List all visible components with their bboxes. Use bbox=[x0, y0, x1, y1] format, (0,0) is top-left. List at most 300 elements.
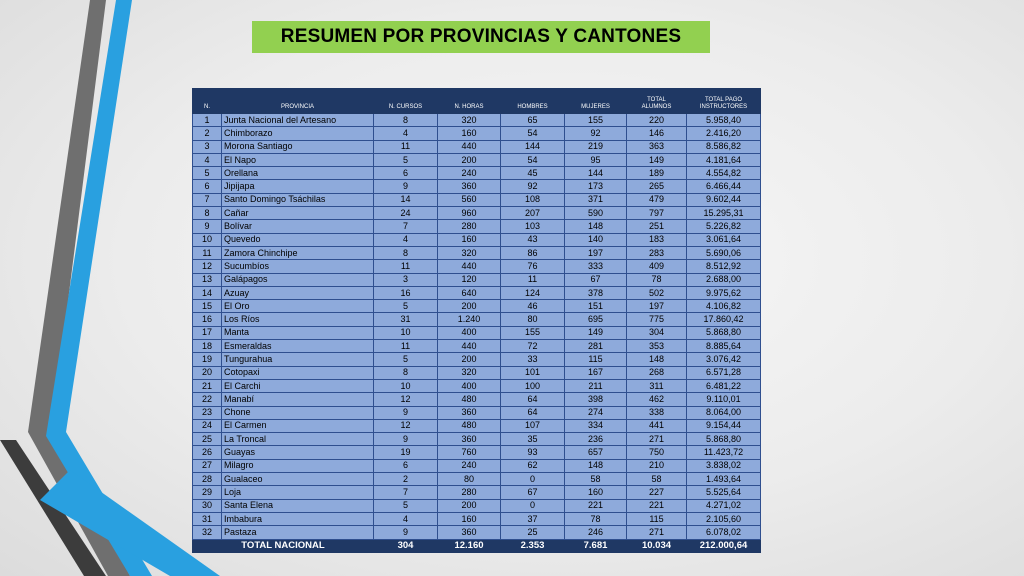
table-row bbox=[193, 446, 761, 459]
table-row bbox=[193, 512, 761, 525]
cell-horas: 160 bbox=[438, 512, 501, 525]
cell-cursos: 9 bbox=[374, 526, 438, 539]
header-total-alumnos-line2: ALUMNOS bbox=[641, 104, 672, 110]
cell-cursos: 3 bbox=[374, 273, 438, 286]
cell-total-pago: 4.106,82 bbox=[687, 300, 761, 313]
cell-hombres: 124 bbox=[501, 286, 565, 299]
cell-n: 24 bbox=[193, 419, 222, 432]
cell-mujeres: 246 bbox=[565, 526, 627, 539]
cell-n: 8 bbox=[193, 207, 222, 220]
cell-n: 9 bbox=[193, 220, 222, 233]
cell-horas: 200 bbox=[438, 353, 501, 366]
cell-provincia: Los Ríos bbox=[222, 313, 374, 326]
cell-cursos: 5 bbox=[374, 353, 438, 366]
cell-mujeres: 173 bbox=[565, 180, 627, 193]
cell-cursos: 6 bbox=[374, 459, 438, 472]
cell-mujeres: 58 bbox=[565, 473, 627, 486]
cell-provincia: Junta Nacional del Artesano bbox=[222, 114, 374, 127]
cell-total-pago: 8.885,64 bbox=[687, 340, 761, 353]
cell-total-alumnos: 797 bbox=[627, 207, 687, 220]
cell-provincia: El Napo bbox=[222, 153, 374, 166]
cell-hombres: 103 bbox=[501, 220, 565, 233]
title-banner bbox=[252, 21, 710, 53]
cell-n: 6 bbox=[193, 180, 222, 193]
table-row bbox=[193, 286, 761, 299]
cell-cursos: 7 bbox=[374, 486, 438, 499]
cell-hombres: 155 bbox=[501, 326, 565, 339]
cell-cursos: 8 bbox=[374, 246, 438, 259]
header-n: N. bbox=[193, 89, 222, 114]
cell-total-pago: 9.602,44 bbox=[687, 193, 761, 206]
cell-horas: 200 bbox=[438, 153, 501, 166]
cell-total-alumnos: 146 bbox=[627, 127, 687, 140]
cell-hombres: 45 bbox=[501, 167, 565, 180]
cell-horas: 480 bbox=[438, 393, 501, 406]
table-row bbox=[193, 260, 761, 273]
cell-cursos: 14 bbox=[374, 193, 438, 206]
cell-hombres: 0 bbox=[501, 499, 565, 512]
cell-total-pago: 8.512,92 bbox=[687, 260, 761, 273]
table-row bbox=[193, 473, 761, 486]
table-row bbox=[193, 459, 761, 472]
cell-hombres: 76 bbox=[501, 260, 565, 273]
cell-provincia: Cotopaxi bbox=[222, 366, 374, 379]
table-row bbox=[193, 127, 761, 140]
cell-horas: 360 bbox=[438, 180, 501, 193]
cell-total-pago: 17.860,42 bbox=[687, 313, 761, 326]
cell-cursos: 12 bbox=[374, 393, 438, 406]
cell-total-pago: 5.958,40 bbox=[687, 114, 761, 127]
cell-provincia: El Carmen bbox=[222, 419, 374, 432]
cell-mujeres: 148 bbox=[565, 220, 627, 233]
table-row bbox=[193, 193, 761, 206]
cell-n: 7 bbox=[193, 193, 222, 206]
cell-cursos: 4 bbox=[374, 233, 438, 246]
cell-cursos: 4 bbox=[374, 127, 438, 140]
table-header-row bbox=[193, 89, 761, 114]
cell-total-alumnos: 265 bbox=[627, 180, 687, 193]
page-title: RESUMEN POR PROVINCIAS Y CANTONES bbox=[280, 26, 682, 47]
cell-mujeres: 211 bbox=[565, 379, 627, 392]
cell-n: 10 bbox=[193, 233, 222, 246]
cell-total-pago: 5.690,06 bbox=[687, 246, 761, 259]
cell-cursos: 2 bbox=[374, 473, 438, 486]
cell-total-alumnos: 775 bbox=[627, 313, 687, 326]
cell-cursos: 7 bbox=[374, 220, 438, 233]
cell-cursos: 9 bbox=[374, 433, 438, 446]
cell-total-pago: 3.061,64 bbox=[687, 233, 761, 246]
cell-total-alumnos: 338 bbox=[627, 406, 687, 419]
cell-horas: 320 bbox=[438, 114, 501, 127]
cell-provincia: Orellana bbox=[222, 167, 374, 180]
total-cursos: 304 bbox=[374, 539, 438, 552]
cell-horas: 240 bbox=[438, 459, 501, 472]
header-hombres: HOMBRES bbox=[501, 89, 565, 114]
cell-total-alumnos: 148 bbox=[627, 353, 687, 366]
cell-n: 5 bbox=[193, 167, 222, 180]
cell-horas: 400 bbox=[438, 326, 501, 339]
cell-provincia: Santo Domingo Tsáchilas bbox=[222, 193, 374, 206]
cell-mujeres: 398 bbox=[565, 393, 627, 406]
cell-cursos: 9 bbox=[374, 180, 438, 193]
cell-total-pago: 6.571,28 bbox=[687, 366, 761, 379]
cell-total-alumnos: 311 bbox=[627, 379, 687, 392]
cell-total-pago: 4.181,64 bbox=[687, 153, 761, 166]
cell-horas: 120 bbox=[438, 273, 501, 286]
cell-provincia: Pastaza bbox=[222, 526, 374, 539]
cell-cursos: 11 bbox=[374, 340, 438, 353]
cell-hombres: 62 bbox=[501, 459, 565, 472]
cell-n: 27 bbox=[193, 459, 222, 472]
cell-total-alumnos: 271 bbox=[627, 526, 687, 539]
cell-total-alumnos: 251 bbox=[627, 220, 687, 233]
table-row bbox=[193, 499, 761, 512]
cell-total-pago: 5.525,64 bbox=[687, 486, 761, 499]
cell-total-alumnos: 115 bbox=[627, 512, 687, 525]
cell-hombres: 108 bbox=[501, 193, 565, 206]
cell-total-pago: 4.271,02 bbox=[687, 499, 761, 512]
cell-hombres: 43 bbox=[501, 233, 565, 246]
cell-cursos: 8 bbox=[374, 114, 438, 127]
cell-total-pago: 5.226,82 bbox=[687, 220, 761, 233]
cell-mujeres: 115 bbox=[565, 353, 627, 366]
cell-mujeres: 371 bbox=[565, 193, 627, 206]
table-row bbox=[193, 153, 761, 166]
cell-cursos: 24 bbox=[374, 207, 438, 220]
table-row bbox=[193, 313, 761, 326]
cell-horas: 440 bbox=[438, 340, 501, 353]
cell-provincia: Galápagos bbox=[222, 273, 374, 286]
cell-hombres: 67 bbox=[501, 486, 565, 499]
cell-cursos: 5 bbox=[374, 153, 438, 166]
cell-n: 16 bbox=[193, 313, 222, 326]
cell-cursos: 10 bbox=[374, 326, 438, 339]
table-row bbox=[193, 167, 761, 180]
cell-total-pago: 6.481,22 bbox=[687, 379, 761, 392]
cell-cursos: 6 bbox=[374, 167, 438, 180]
summary-table-container bbox=[192, 88, 760, 553]
cell-hombres: 64 bbox=[501, 393, 565, 406]
cell-horas: 360 bbox=[438, 406, 501, 419]
cell-provincia: La Troncal bbox=[222, 433, 374, 446]
cell-horas: 640 bbox=[438, 286, 501, 299]
total-horas: 12.160 bbox=[438, 539, 501, 552]
table-row bbox=[193, 340, 761, 353]
cell-mujeres: 274 bbox=[565, 406, 627, 419]
header-mujeres: MUJERES bbox=[565, 89, 627, 114]
cell-horas: 80 bbox=[438, 473, 501, 486]
cell-n: 25 bbox=[193, 433, 222, 446]
header-total-pago bbox=[687, 89, 761, 114]
cell-hombres: 144 bbox=[501, 140, 565, 153]
table-row bbox=[193, 393, 761, 406]
cell-hombres: 93 bbox=[501, 446, 565, 459]
cell-total-alumnos: 78 bbox=[627, 273, 687, 286]
cell-provincia: Manta bbox=[222, 326, 374, 339]
cell-n: 2 bbox=[193, 127, 222, 140]
cell-mujeres: 334 bbox=[565, 419, 627, 432]
cell-total-alumnos: 268 bbox=[627, 366, 687, 379]
cell-hombres: 54 bbox=[501, 127, 565, 140]
table-row bbox=[193, 180, 761, 193]
cell-horas: 760 bbox=[438, 446, 501, 459]
header-total-alumnos bbox=[627, 89, 687, 114]
header-total-alumnos-line1: TOTAL bbox=[647, 97, 666, 103]
cell-horas: 160 bbox=[438, 127, 501, 140]
cell-n: 17 bbox=[193, 326, 222, 339]
cell-provincia: Tungurahua bbox=[222, 353, 374, 366]
cell-total-pago: 5.868,80 bbox=[687, 433, 761, 446]
cell-total-alumnos: 227 bbox=[627, 486, 687, 499]
cell-total-pago: 6.078,02 bbox=[687, 526, 761, 539]
cell-horas: 1.240 bbox=[438, 313, 501, 326]
cell-provincia: Guayas bbox=[222, 446, 374, 459]
total-label: TOTAL NACIONAL bbox=[193, 539, 374, 552]
cell-total-alumnos: 189 bbox=[627, 167, 687, 180]
cell-mujeres: 590 bbox=[565, 207, 627, 220]
cell-n: 3 bbox=[193, 140, 222, 153]
cell-n: 21 bbox=[193, 379, 222, 392]
table-row bbox=[193, 433, 761, 446]
cell-total-alumnos: 58 bbox=[627, 473, 687, 486]
table-row bbox=[193, 233, 761, 246]
cell-total-alumnos: 183 bbox=[627, 233, 687, 246]
cell-mujeres: 167 bbox=[565, 366, 627, 379]
cell-cursos: 8 bbox=[374, 366, 438, 379]
cell-n: 20 bbox=[193, 366, 222, 379]
cell-provincia: Zamora Chinchipe bbox=[222, 246, 374, 259]
cell-provincia: Chimborazo bbox=[222, 127, 374, 140]
table-row bbox=[193, 207, 761, 220]
cell-mujeres: 378 bbox=[565, 286, 627, 299]
cell-cursos: 11 bbox=[374, 140, 438, 153]
cell-hombres: 101 bbox=[501, 366, 565, 379]
cell-total-pago: 9.975,62 bbox=[687, 286, 761, 299]
cell-mujeres: 219 bbox=[565, 140, 627, 153]
cell-total-alumnos: 462 bbox=[627, 393, 687, 406]
cell-mujeres: 78 bbox=[565, 512, 627, 525]
cell-total-pago: 8.586,82 bbox=[687, 140, 761, 153]
cell-cursos: 31 bbox=[374, 313, 438, 326]
cell-mujeres: 333 bbox=[565, 260, 627, 273]
cell-total-pago: 3.076,42 bbox=[687, 353, 761, 366]
cell-n: 4 bbox=[193, 153, 222, 166]
cell-provincia: Quevedo bbox=[222, 233, 374, 246]
header-cursos: N. CURSOS bbox=[374, 89, 438, 114]
cell-provincia: Manabí bbox=[222, 393, 374, 406]
cell-provincia: Chone bbox=[222, 406, 374, 419]
cell-cursos: 5 bbox=[374, 499, 438, 512]
cell-total-alumnos: 750 bbox=[627, 446, 687, 459]
cell-hombres: 37 bbox=[501, 512, 565, 525]
cell-total-pago: 5.868,80 bbox=[687, 326, 761, 339]
total-hombres: 2.353 bbox=[501, 539, 565, 552]
cell-hombres: 0 bbox=[501, 473, 565, 486]
table-row bbox=[193, 526, 761, 539]
cell-provincia: El Oro bbox=[222, 300, 374, 313]
table-row bbox=[193, 406, 761, 419]
cell-n: 15 bbox=[193, 300, 222, 313]
cell-mujeres: 155 bbox=[565, 114, 627, 127]
cell-mujeres: 144 bbox=[565, 167, 627, 180]
cell-n: 11 bbox=[193, 246, 222, 259]
cell-provincia: Imbabura bbox=[222, 512, 374, 525]
cell-total-alumnos: 409 bbox=[627, 260, 687, 273]
cell-horas: 560 bbox=[438, 193, 501, 206]
cell-n: 31 bbox=[193, 512, 222, 525]
cell-total-pago: 1.493,64 bbox=[687, 473, 761, 486]
cell-hombres: 35 bbox=[501, 433, 565, 446]
cell-hombres: 80 bbox=[501, 313, 565, 326]
cell-total-alumnos: 479 bbox=[627, 193, 687, 206]
cell-cursos: 19 bbox=[374, 446, 438, 459]
header-total-pago-line2: INSTRUCTORES bbox=[699, 104, 748, 110]
cell-horas: 320 bbox=[438, 366, 501, 379]
cell-total-alumnos: 210 bbox=[627, 459, 687, 472]
cell-mujeres: 695 bbox=[565, 313, 627, 326]
cell-mujeres: 95 bbox=[565, 153, 627, 166]
cell-provincia: Jipijapa bbox=[222, 180, 374, 193]
cell-horas: 200 bbox=[438, 300, 501, 313]
cell-horas: 320 bbox=[438, 246, 501, 259]
table-row bbox=[193, 273, 761, 286]
cell-n: 26 bbox=[193, 446, 222, 459]
cell-total-alumnos: 502 bbox=[627, 286, 687, 299]
cell-n: 29 bbox=[193, 486, 222, 499]
cell-horas: 440 bbox=[438, 140, 501, 153]
total-row bbox=[193, 539, 761, 552]
cell-cursos: 12 bbox=[374, 419, 438, 432]
cell-provincia: Loja bbox=[222, 486, 374, 499]
cell-n: 14 bbox=[193, 286, 222, 299]
cell-hombres: 207 bbox=[501, 207, 565, 220]
cell-n: 28 bbox=[193, 473, 222, 486]
header-horas: N. HORAS bbox=[438, 89, 501, 114]
cell-cursos: 4 bbox=[374, 512, 438, 525]
cell-total-alumnos: 197 bbox=[627, 300, 687, 313]
cell-horas: 360 bbox=[438, 526, 501, 539]
cell-horas: 200 bbox=[438, 499, 501, 512]
cell-total-alumnos: 220 bbox=[627, 114, 687, 127]
table-row bbox=[193, 140, 761, 153]
table-row bbox=[193, 353, 761, 366]
cell-total-alumnos: 221 bbox=[627, 499, 687, 512]
cell-n: 13 bbox=[193, 273, 222, 286]
cell-cursos: 16 bbox=[374, 286, 438, 299]
cell-horas: 400 bbox=[438, 379, 501, 392]
cell-mujeres: 281 bbox=[565, 340, 627, 353]
cell-horas: 280 bbox=[438, 486, 501, 499]
cell-n: 22 bbox=[193, 393, 222, 406]
header-provincia: PROVINCIA bbox=[222, 89, 374, 114]
cell-n: 18 bbox=[193, 340, 222, 353]
cell-n: 30 bbox=[193, 499, 222, 512]
cell-horas: 240 bbox=[438, 167, 501, 180]
table-row bbox=[193, 114, 761, 127]
cell-total-pago: 2.416,20 bbox=[687, 127, 761, 140]
cell-mujeres: 221 bbox=[565, 499, 627, 512]
cell-provincia: El Carchi bbox=[222, 379, 374, 392]
cell-mujeres: 148 bbox=[565, 459, 627, 472]
total-alumnos: 10.034 bbox=[627, 539, 687, 552]
cell-hombres: 46 bbox=[501, 300, 565, 313]
cell-total-pago: 2.105,60 bbox=[687, 512, 761, 525]
cell-total-pago: 2.688,00 bbox=[687, 273, 761, 286]
cell-hombres: 65 bbox=[501, 114, 565, 127]
cell-hombres: 25 bbox=[501, 526, 565, 539]
header-total-pago-line1: TOTAL PAGO bbox=[704, 97, 743, 103]
summary-table bbox=[192, 88, 761, 553]
cell-cursos: 9 bbox=[374, 406, 438, 419]
cell-horas: 360 bbox=[438, 433, 501, 446]
table-row bbox=[193, 366, 761, 379]
cell-cursos: 5 bbox=[374, 300, 438, 313]
cell-horas: 160 bbox=[438, 233, 501, 246]
cell-mujeres: 197 bbox=[565, 246, 627, 259]
cell-horas: 440 bbox=[438, 260, 501, 273]
cell-total-pago: 9.154,44 bbox=[687, 419, 761, 432]
cell-horas: 960 bbox=[438, 207, 501, 220]
table-row bbox=[193, 379, 761, 392]
cell-hombres: 11 bbox=[501, 273, 565, 286]
cell-horas: 280 bbox=[438, 220, 501, 233]
cell-total-alumnos: 304 bbox=[627, 326, 687, 339]
table-row bbox=[193, 246, 761, 259]
cell-hombres: 100 bbox=[501, 379, 565, 392]
cell-provincia: Azuay bbox=[222, 286, 374, 299]
cell-n: 12 bbox=[193, 260, 222, 273]
cell-provincia: Morona Santiago bbox=[222, 140, 374, 153]
cell-provincia: Gualaceo bbox=[222, 473, 374, 486]
cell-total-pago: 15.295,31 bbox=[687, 207, 761, 220]
cell-mujeres: 657 bbox=[565, 446, 627, 459]
cell-hombres: 54 bbox=[501, 153, 565, 166]
cell-total-pago: 9.110,01 bbox=[687, 393, 761, 406]
cell-provincia: Cañar bbox=[222, 207, 374, 220]
total-pago: 212.000,64 bbox=[687, 539, 761, 552]
cell-mujeres: 140 bbox=[565, 233, 627, 246]
cell-n: 1 bbox=[193, 114, 222, 127]
cell-hombres: 107 bbox=[501, 419, 565, 432]
cell-provincia: Sucumbíos bbox=[222, 260, 374, 273]
total-mujeres: 7.681 bbox=[565, 539, 627, 552]
table-row bbox=[193, 300, 761, 313]
cell-total-pago: 11.423,72 bbox=[687, 446, 761, 459]
cell-provincia: Bolívar bbox=[222, 220, 374, 233]
cell-total-alumnos: 363 bbox=[627, 140, 687, 153]
cell-provincia: Milagro bbox=[222, 459, 374, 472]
cell-provincia: Santa Elena bbox=[222, 499, 374, 512]
cell-mujeres: 236 bbox=[565, 433, 627, 446]
cell-hombres: 72 bbox=[501, 340, 565, 353]
cell-mujeres: 160 bbox=[565, 486, 627, 499]
table-row bbox=[193, 419, 761, 432]
cell-mujeres: 92 bbox=[565, 127, 627, 140]
cell-n: 23 bbox=[193, 406, 222, 419]
cell-horas: 480 bbox=[438, 419, 501, 432]
cell-total-alumnos: 441 bbox=[627, 419, 687, 432]
cell-total-pago: 6.466,44 bbox=[687, 180, 761, 193]
cell-total-pago: 3.838,02 bbox=[687, 459, 761, 472]
cell-total-alumnos: 271 bbox=[627, 433, 687, 446]
cell-cursos: 10 bbox=[374, 379, 438, 392]
cell-n: 32 bbox=[193, 526, 222, 539]
cell-total-alumnos: 149 bbox=[627, 153, 687, 166]
cell-hombres: 86 bbox=[501, 246, 565, 259]
cell-total-alumnos: 353 bbox=[627, 340, 687, 353]
table-row bbox=[193, 486, 761, 499]
table-row bbox=[193, 220, 761, 233]
